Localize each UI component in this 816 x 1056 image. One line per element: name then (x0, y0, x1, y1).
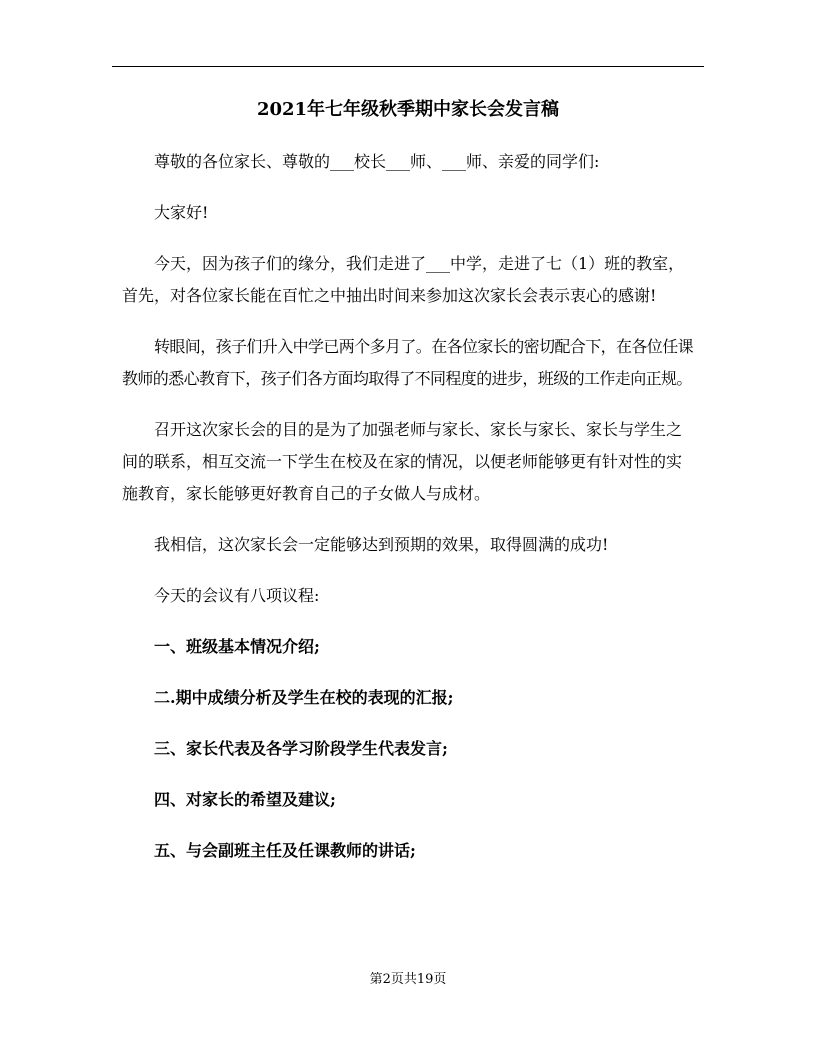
agenda-item: 三、家长代表及各学习阶段学生代表发言; (154, 739, 448, 758)
document-body (122, 146, 694, 886)
intro-paragraph: 今天，因为孩子们的缘分，我们走进了___中学，走进了七（1）班的教室，首先，对各位家长能在百忙之中抽出时间来参加这次家长会表示衷心的感谢! (122, 254, 685, 305)
document-title: 2021年七年级秋季期中家长会发言稿 (256, 99, 560, 120)
agenda-item: 一、班级基本情况介绍; (154, 637, 320, 656)
greeting-paragraph: 大家好! (154, 203, 209, 222)
agenda-item: 四、对家长的希望及建议; (154, 790, 336, 809)
confidence-paragraph: 我相信，这次家长会一定能够达到预期的效果，取得圆满的成功! (154, 535, 609, 554)
header-rule (112, 66, 704, 67)
progress-paragraph: 转眼间，孩子们升入中学已两个多月了。在各位家长的密切配合下，在各位任课教师的悉心教育下，孩子们各方面均取得了不同程度的进步，班级的工作走向正规。 (122, 337, 694, 388)
page-number-footer: 第2页共19页 (369, 972, 447, 987)
agenda-item: 五、与会副班主任及任课教师的讲话; (154, 841, 416, 860)
agenda-intro-paragraph: 今天的会议有八项议程: (154, 586, 320, 605)
salutation-paragraph: 尊敬的各位家长、尊敬的___校长___师、___师、亲爱的同学们: (154, 152, 600, 171)
purpose-paragraph: 召开这次家长会的目的是为了加强老师与家长、家长与家长、家长与学生之间的联系，相互交流一下学生在校及在家的情况，以便老师能够更有针对性的实施教育，家长能够更好教育自己的子女做人与成材。 (122, 420, 683, 503)
agenda-item: 二.期中成绩分析及学生在校的表现的汇报; (154, 688, 454, 707)
